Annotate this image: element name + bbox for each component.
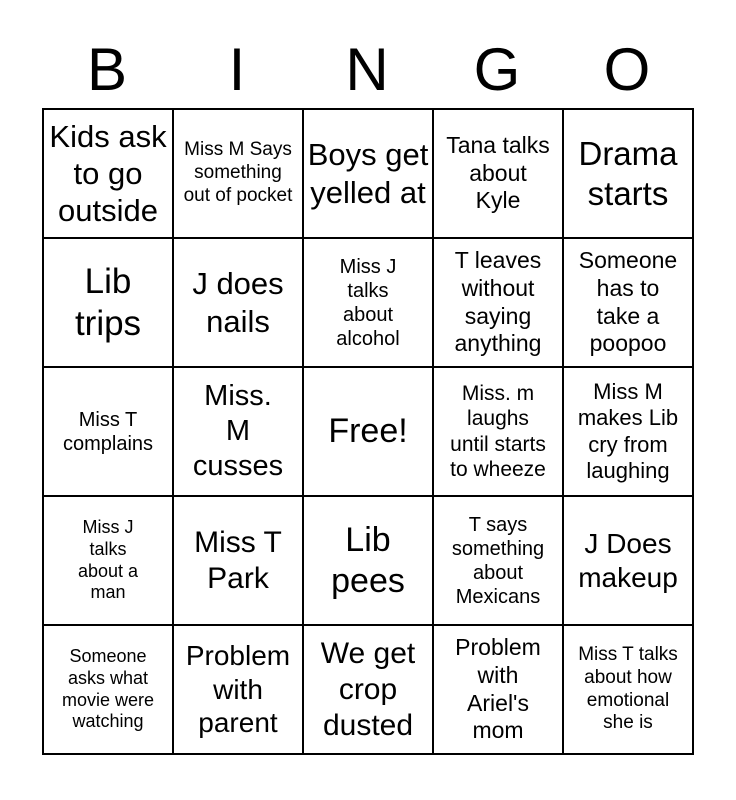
cell-text: Someone asks what movie were watching [61,646,155,732]
bingo-header [42,30,692,110]
bingo-cell-r4c3[interactable] [304,497,432,624]
cell-text: Miss J talks about alcohol [336,255,400,350]
cell-text: Miss M makes Lib cry from laughing [577,378,679,483]
cell-text: Someone has to take a poopoo [578,247,678,357]
bingo-cell-r5c2[interactable] [174,626,302,753]
bingo-grid [42,108,694,755]
bingo-cell-r1c4[interactable] [434,110,562,237]
bingo-cell-r3c5[interactable] [564,368,692,495]
cell-text: J Does makeup [578,527,678,593]
bingo-cell-r1c3[interactable] [304,110,432,237]
cell-text: Kids ask to go outside [49,118,167,229]
bingo-cell-r1c1[interactable] [44,110,172,237]
cell-text: Miss M Says something out of pocket [183,139,293,206]
bingo-cell-r2c4[interactable] [434,239,562,366]
cell-text: Problem with Ariel's mom [455,634,541,744]
cell-text: Free! [328,412,408,451]
bingo-cell-r2c5[interactable] [564,239,692,366]
bingo-letter-i: I [228,36,246,103]
bingo-cell-r1c5[interactable] [564,110,692,237]
cell-text: Tana talks about Kyle [446,132,550,214]
cell-text: Miss. M cusses [192,380,284,482]
bingo-cell-r4c1[interactable] [44,497,172,624]
cell-text: T says something about Mexicans [451,513,545,608]
bingo-cell-r5c3[interactable] [304,626,432,753]
cell-text: Boys get yelled at [307,137,429,210]
cell-text: Miss T talks about how emotional she is [578,643,678,734]
bingo-cell-r2c3[interactable] [304,239,432,366]
bingo-cell-r2c1[interactable] [44,239,172,366]
bingo-letter-b: B [86,36,128,103]
cell-text: J does nails [192,266,284,339]
cell-text: T leaves without saying anything [454,247,542,357]
cell-text: Miss T complains [62,408,154,455]
bingo-letter-n: N [345,36,389,103]
bingo-cell-r5c4[interactable] [434,626,562,753]
bingo-cell-r3c1[interactable] [44,368,172,495]
bingo-letter-g: G [473,36,521,103]
bingo-cell-r3c4[interactable] [434,368,562,495]
bingo-letter-o: O [603,36,651,103]
bingo-cell-r5c5[interactable] [564,626,692,753]
bingo-cell-r4c4[interactable] [434,497,562,624]
cell-text: We get crop dusted [320,636,416,742]
bingo-cell-r4c2[interactable] [174,497,302,624]
cell-text: Drama starts [578,134,678,212]
cell-text: Miss J talks about a man [77,517,139,603]
bingo-cell-r1c2[interactable] [174,110,302,237]
cell-text: Lib pees [331,520,405,600]
cell-text: Lib trips [74,261,142,343]
bingo-cell-r2c2[interactable] [174,239,302,366]
bingo-cell-r5c1[interactable] [44,626,172,753]
bingo-cell-r4c5[interactable] [564,497,692,624]
bingo-cell-r3c2[interactable] [174,368,302,495]
cell-text: Miss T Park [194,525,282,595]
cell-text: Miss. m laughs until starts to wheeze [450,382,546,481]
bingo-cell-r3c3-free[interactable] [304,368,432,495]
cell-text: Problem with parent [185,640,291,739]
